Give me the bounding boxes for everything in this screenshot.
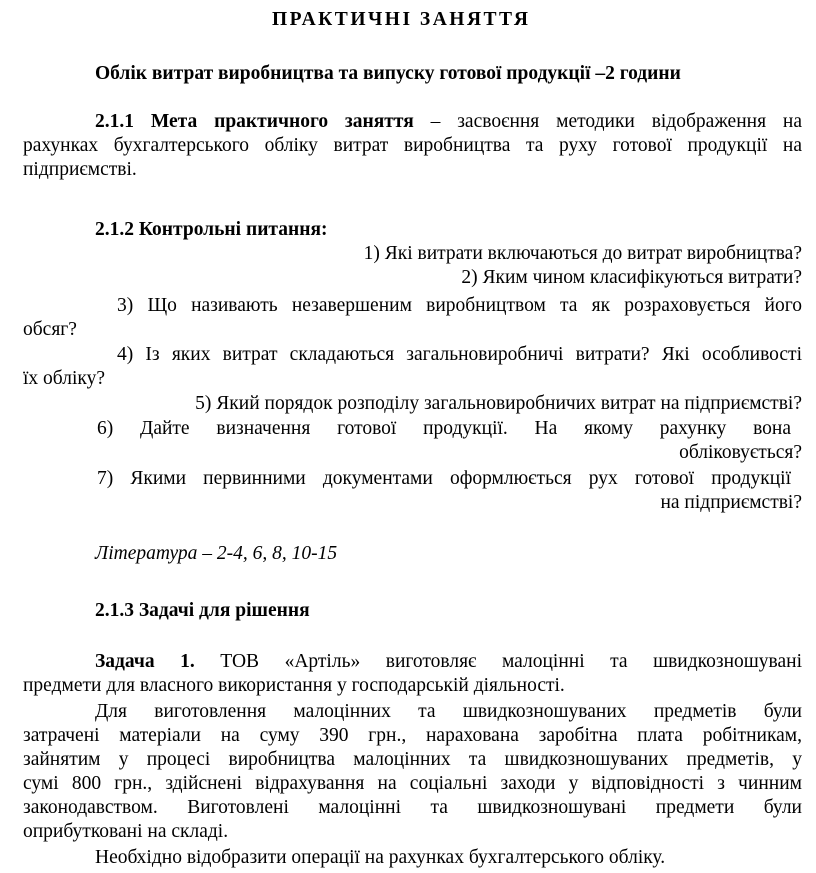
question-3-line-1: 3) Що називають незавершеним виробництвом та як розраховується його <box>117 295 802 316</box>
task1-label: Задача 1. <box>95 651 195 672</box>
task1-p2-line-1: Для виготовлення малоцінних та швидкозношуваних предметів були <box>95 701 802 722</box>
task1-p3: Необхідно відобразити операції на рахунках бухгалтерського обліку. <box>95 847 666 868</box>
question-7-line-1: 7) Якими первинними документами оформлюється рух готової продукції <box>97 468 791 489</box>
goal-line-1 <box>95 110 802 134</box>
task1-p2-line-3: зайнятим у процесі виробництва малоцінних та швидкозношуваних предметів, у <box>23 749 802 770</box>
question-3-line-2: обсяг? <box>23 319 77 340</box>
task1-line-2: предмети для власного використання у господарській діяльності. <box>23 675 565 696</box>
goal-text-1: – засвоєння методики відображення на <box>413 111 802 132</box>
questions-heading: 2.1.2 Контрольні питання: <box>95 219 328 240</box>
subtitle: Облік витрат виробництва та випуску готової продукції –2 години <box>95 63 681 84</box>
question-1: 1) Які витрати включаються до витрат виробництва? <box>363 243 802 264</box>
question-6-line-1: 6) Дайте визначення готової продукції. На якому рахунку вона <box>97 418 791 439</box>
goal-heading: 2.1.1 Мета практичного заняття <box>95 111 414 132</box>
question-2: 2) Яким чином класифікуються витрати? <box>461 267 802 288</box>
question-6-line-2: обліковується? <box>679 442 802 463</box>
question-5: 5) Який порядок розподілу загальновиробничих витрат на підприємстві? <box>195 393 802 414</box>
task1-line-1 <box>95 650 802 674</box>
goal-line-2: рахунках бухгалтерського обліку витрат виробництва та руху готової продукції на <box>23 135 802 156</box>
literature: Література – 2-4, 6, 8, 10-15 <box>95 543 338 564</box>
task1-p2-line-5: законодавством. Виготовлені малоцінні та швидкозношувані предмети були <box>23 797 802 818</box>
page-title: ПРАКТИЧНІ ЗАНЯТТЯ <box>272 9 531 30</box>
question-4-line-1: 4) Із яких витрат складаються загальновиробничі витрати? Які особливості <box>117 344 802 365</box>
question-4-line-2: їх обліку? <box>23 368 105 389</box>
task1-p2-line-2: затрачені матеріали на суму 390 грн., нарахована заробітна плата робітникам, <box>23 725 802 746</box>
goal-line-3: підприємстві. <box>23 159 137 180</box>
question-7-line-2: на підприємстві? <box>660 492 802 513</box>
tasks-heading: 2.1.3 Задачі для рішення <box>95 600 310 621</box>
task1-p2-line-6: оприбутковані на складі. <box>23 821 229 842</box>
task1-p2-line-4: сумі 800 грн., здійснені відрахування на соціальні заходи у відповідності з чинним <box>23 773 802 794</box>
task1-text-1: ТОВ «Артіль» виготовляє малоцінні та швидкозношувані <box>194 651 803 672</box>
